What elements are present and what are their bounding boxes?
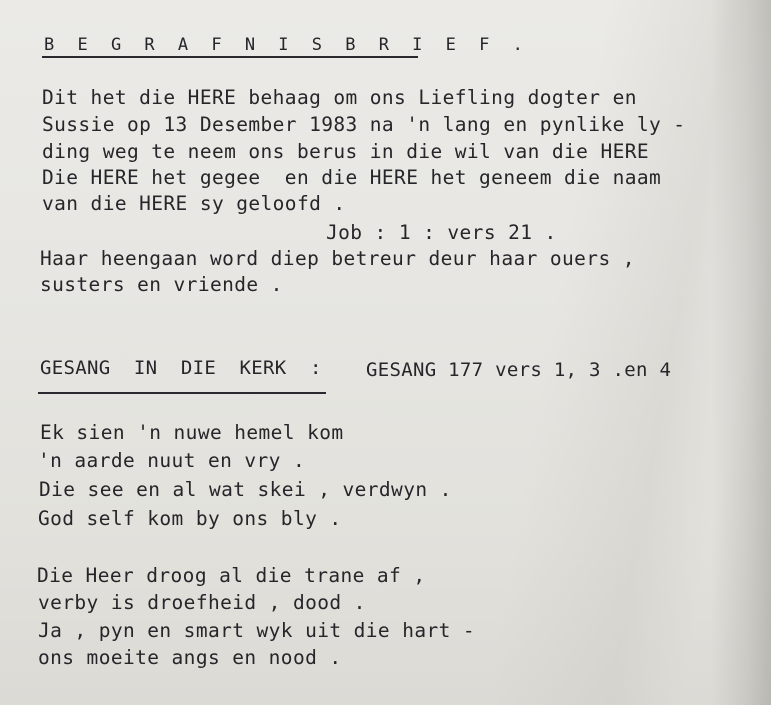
verse-line: Die Heer droog al die trane af ,: [37, 564, 426, 587]
verse-line: God self kom by ons bly .: [38, 507, 342, 530]
verse-line: Ek sien 'n nuwe hemel kom: [40, 421, 344, 444]
verse-line: verby is droefheid , dood .: [38, 591, 366, 614]
section-value: GESANG 177 vers 1, 3 .en 4: [366, 359, 672, 381]
mourning-line: Haar heengaan word diep betreur deur haar ouers ,: [40, 247, 635, 270]
paper-fold-shadow: [711, 0, 771, 705]
verse-line: 'n aarde nuut en vry .: [38, 449, 306, 472]
mourning-line: susters en vriende .: [40, 273, 283, 296]
scripture-reference: Job : 1 : vers 21 .: [326, 221, 557, 244]
verse-line: Die see en al wat skei , verdwyn .: [39, 478, 452, 501]
section-label: GESANG IN DIE KERK :: [40, 357, 322, 379]
paragraph-line: van die HERE sy geloofd .: [42, 192, 346, 215]
section-underline: [38, 392, 326, 394]
paragraph-line: Sussie op 13 Desember 1983 na 'n lang en pynlike ly -: [42, 113, 686, 136]
paragraph-line: Die HERE het gegee en die HERE het geneem die naam: [42, 166, 662, 189]
verse-line: ons moeite angs en nood .: [38, 646, 342, 669]
title-underline: [42, 56, 418, 58]
paragraph-line: ding weg te neem ons berus in die wil van die HERE: [42, 140, 649, 163]
letter-title: B E G R A F N I S B R I E F .: [44, 35, 530, 55]
verse-line: Ja , pyn en smart wyk uit die hart -: [38, 619, 476, 642]
paragraph-line: Dit het die HERE behaag om ons Liefling dogter en: [42, 86, 637, 109]
